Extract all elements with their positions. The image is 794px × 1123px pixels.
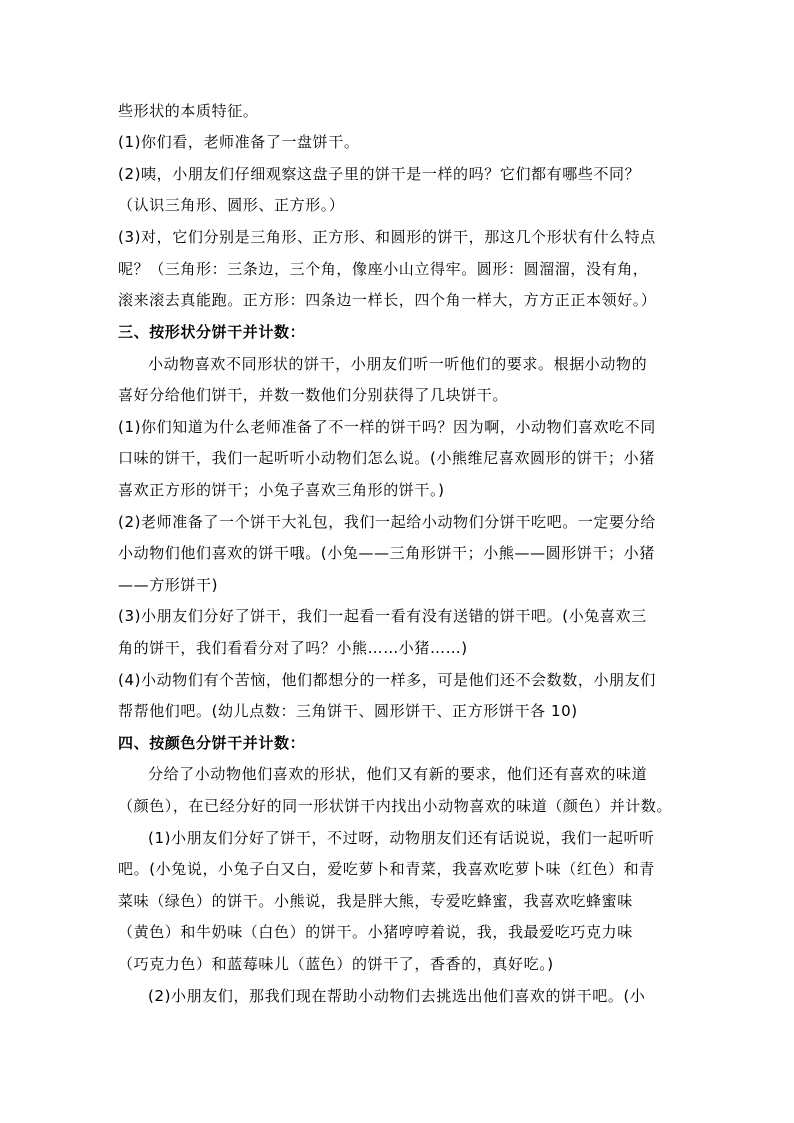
text-line: (2)小朋友们，那我们现在帮助小动物们去挑选出他们喜欢的饼干吧。(小: [148, 987, 646, 1005]
text-line: (3)小朋友们分好了饼干，我们一起看一看有没有送错的饼干吧。(小兔喜欢三: [118, 607, 647, 625]
text-line: (2)老师准备了一个饼干大礼包，我们一起给小动物们分饼干吃吧。一定要分给: [118, 513, 656, 531]
text-line: 滚来滚去真能跑。正方形：四条边一样长，四个角一样大，方方正正本领好。）: [118, 291, 657, 309]
text-line: ——方形饼干): [118, 576, 219, 594]
text-line: 菜味（绿色）的饼干。小熊说，我是胖大熊，专爱吃蜂蜜，我喜欢吃蜂蜜味: [118, 892, 633, 910]
text-line: (1)你们知道为什么老师准备了不一样的饼干吗？因为啊，小动物们喜欢吃不同: [118, 418, 656, 436]
text-line: 呢？（三角形：三条边，三个角，像座小山立得牢。圆形：圆溜溜，没有角，: [118, 260, 649, 278]
text-line: 喜好分给他们饼干，并数一数他们分别获得了几块饼干。: [118, 386, 509, 404]
section-heading: 四、按颜色分饼干并计数：: [118, 734, 306, 752]
text-line: 帮帮他们吧。(幼儿点数：三角饼干、圆形饼干、正方形饼干各 10): [118, 702, 578, 720]
text-line: （巧克力色）和蓝莓味儿（蓝色）的饼干了，香香的，真好吃。): [118, 955, 554, 973]
text-line: (1)你们看，老师准备了一盘饼干。: [118, 133, 360, 151]
text-line: 小动物喜欢不同形状的饼干，小朋友们听一听他们的要求。根据小动物的: [148, 355, 648, 373]
text-line: 喜欢正方形的饼干；小兔子喜欢三角形的饼干。): [118, 481, 445, 499]
text-line: (2)咦，小朋友们仔细观察这盘子里的饼干是一样的吗？它们都有哪些不同？: [118, 165, 641, 183]
text-line: (4)小动物们有个苦恼，他们都想分的一样多，可是他们还不会数数，小朋友们: [118, 671, 656, 689]
text-line: （黄色）和牛奶味（白色）的饼干。小猪哼哼着说，我，我最爱吃巧克力味: [118, 923, 633, 941]
text-line: (1)小朋友们分好了饼干，不过呀，动物朋友们还有话说说，我们一起听听: [148, 829, 655, 847]
text-line: （颜色），在已经分好的同一形状饼干内找出小动物喜欢的味道（颜色）并计数。: [118, 797, 673, 815]
text-line: 吧。(小兔说，小兔子白又白，爱吃萝卜和青菜，我喜欢吃萝卜味（红色）和青: [118, 860, 655, 878]
text-line: 些形状的本质特征。: [118, 102, 259, 120]
text-line: 角的饼干，我们看看分对了吗？小熊……小猪……): [118, 639, 468, 657]
text-line: (3)对，它们分别是三角形、正方形、和圆形的饼干，那这几个形状有什么特点: [118, 228, 656, 246]
section-heading: 三、按形状分饼干并计数：: [118, 323, 306, 341]
text-line: （认识三角形、圆形、正方形。）: [118, 196, 345, 214]
text-line: 小动物们他们喜欢的饼干哦。(小兔——三角形饼干；小熊——圆形饼干；小猪: [118, 544, 655, 562]
text-line: 分给了小动物他们喜欢的形状，他们又有新的要求，他们还有喜欢的味道: [148, 765, 648, 783]
text-line: 口味的饼干，我们一起听听小动物们怎么说。(小熊维尼喜欢圆形的饼干；小猪: [118, 449, 655, 467]
